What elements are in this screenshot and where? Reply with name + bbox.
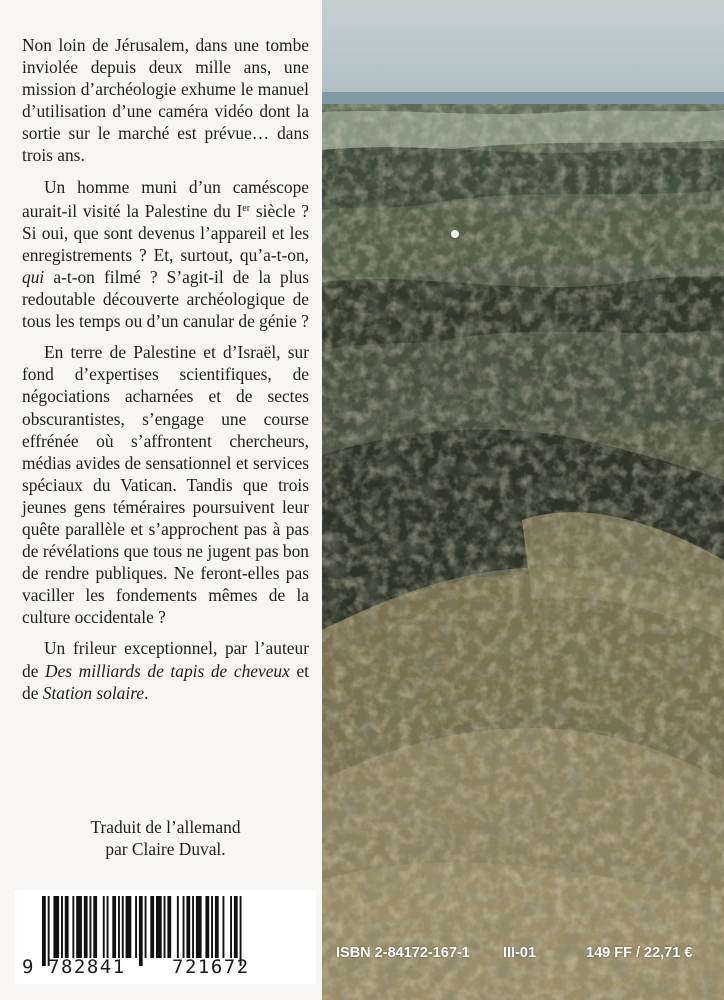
barcode-lead-digit: 9 xyxy=(22,956,35,978)
desert-landscape-image xyxy=(322,0,724,1000)
barcode-bar xyxy=(177,896,179,958)
blurb-paragraph-2 xyxy=(22,176,309,333)
barcode-bar xyxy=(90,896,92,958)
barcode-bar xyxy=(53,896,59,958)
blurb-text: . xyxy=(144,682,149,703)
barcode-bar xyxy=(118,896,120,958)
translator-line-1: Traduit de l’allemand xyxy=(90,817,241,837)
barcode-bar xyxy=(156,896,162,958)
barcode-bar xyxy=(183,896,185,958)
barcode-bar xyxy=(107,896,109,958)
barcode-bar xyxy=(93,896,97,958)
price-strip xyxy=(336,945,722,969)
barcode-bar xyxy=(61,896,63,958)
barcode xyxy=(14,890,316,984)
blurb-text: a-t-on filmé ? S’agit-il de la plus redoutable découverte archéologique de tous les temps ou d’un canular de génie ? xyxy=(22,266,309,332)
barcode-bar xyxy=(230,896,232,958)
blurb-text: et de xyxy=(22,660,309,703)
barcode-bar xyxy=(145,896,147,958)
barcode-group-2: 721672 xyxy=(172,956,250,978)
barcode-bar xyxy=(164,896,166,958)
emphasis: qui xyxy=(22,266,45,287)
barcode-digits xyxy=(14,956,316,982)
blurb-paragraph-4 xyxy=(22,637,309,703)
barcode-bar xyxy=(122,896,124,958)
blurb-text: Un frileur exceptionnel, par l’auteur de xyxy=(22,638,309,681)
barcode-bar xyxy=(234,896,238,958)
barcode-bar xyxy=(196,896,202,958)
barcode-bar xyxy=(65,896,69,958)
barcode-bar xyxy=(192,896,194,958)
barcode-bar xyxy=(112,896,116,958)
blurb-text: siècle ? Si oui, que sont devenus l’appareil et les enregistrements ? Et, surtout, qu’a-t-on, xyxy=(22,200,309,265)
barcode-bar xyxy=(186,896,190,958)
barcode-bar xyxy=(84,896,88,958)
barcode-bar xyxy=(205,896,209,958)
book-title: Des milliards de tapis de cheveux xyxy=(45,660,290,681)
barcode-bar xyxy=(167,896,171,958)
blurb-paragraph-3: En terre de Palestine et d’Israël, sur fond d’expertises scientifiques, de négociations acharnées et de sectes obscurantistes, s’engage une course effrénée où s’affrontent chercheurs, médias avides de sensationnel et services spéciaux du Vatican. Tandis que trois jeunes gens téméraires poursuivent leur quête parallèle et s’approchent pas à pas de révélations que tous ne jugent pas bon de rendre publiques. Ne feront-elles pas vaciller les fondements mêmes de la culture occidentale ? xyxy=(22,342,309,628)
price: 149 FF / 22,71 € xyxy=(586,945,693,961)
barcode-bar xyxy=(135,896,137,958)
barcode-bar xyxy=(126,896,132,958)
barcode-bar xyxy=(103,896,105,958)
blurb-paragraph-1: Non loin de Jérusalem, dans une tombe inviolée depuis deux mille ans, une mission d’archéologie exhume le manuel d’utilisation d’une caméra vidéo dont la sortie sur le marché est prévue… dans trois ans. xyxy=(22,35,309,166)
text-column xyxy=(0,0,322,1000)
translator-line-2: par Claire Duval. xyxy=(105,839,226,860)
superscript: er xyxy=(242,202,251,214)
barcode-bar xyxy=(215,896,219,958)
isbn: ISBN 2-84172-167-1 xyxy=(336,945,470,961)
barcode-bar xyxy=(223,896,225,958)
print-code: III-01 xyxy=(503,945,537,961)
barcode-bar xyxy=(72,896,74,958)
barcode-bar xyxy=(150,896,154,958)
blurb xyxy=(22,34,309,713)
barcode-bar xyxy=(211,896,213,958)
cover-photograph xyxy=(322,0,724,1000)
book-title: Station solaire xyxy=(42,682,145,703)
translator-credit xyxy=(22,816,309,860)
blurb-text: Un homme muni d’un caméscope aurait-il visité la Palestine du I xyxy=(22,176,309,221)
barcode-group-1: 782841 xyxy=(48,956,126,978)
barcode-bar xyxy=(76,896,82,958)
